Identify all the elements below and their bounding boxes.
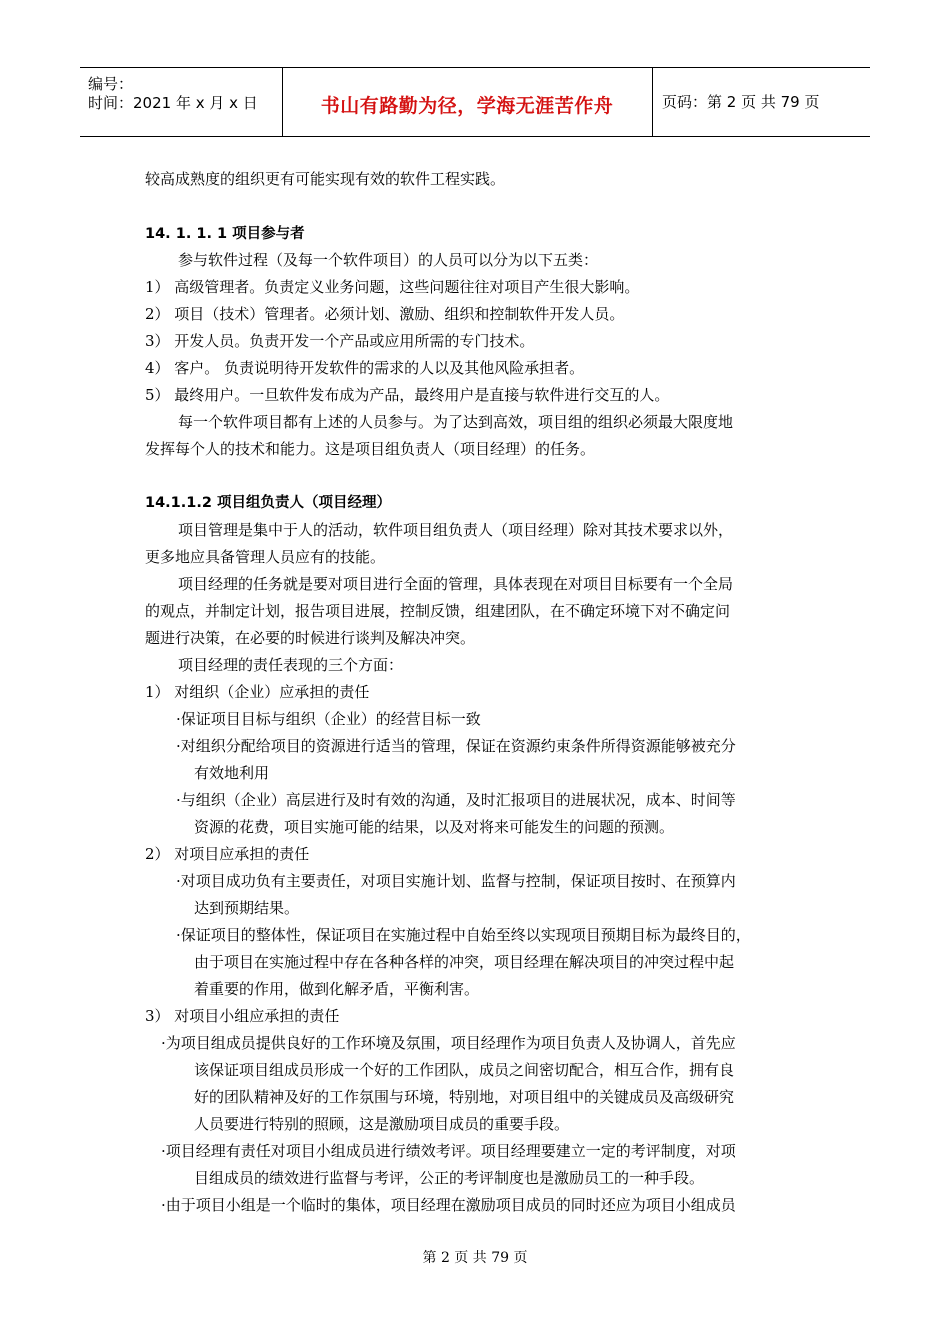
document-date: 时间：2021 年 x 月 x 日	[88, 94, 258, 112]
header-meta	[80, 68, 283, 136]
list-item: 3） 开发人员。负责开发一个产品或应用所需的专门技术。	[145, 332, 535, 350]
bullet-continuation: 由于项目在实施过程中存在各种各样的冲突，项目经理在解决项目的冲突过程中起	[194, 953, 735, 971]
paragraph-line: 更多地应具备管理人员应有的技能。	[145, 548, 386, 566]
bullet-item: ·对组织分配给项目的资源进行适当的管理，保证在资源约束条件所得资源能够被充分	[176, 737, 736, 755]
bullet-item: ·对项目成功负有主要责任，对项目实施计划、监督与控制，保证项目按时、在预算内	[176, 872, 736, 890]
bullet-continuation: 好的团队精神及好的工作氛围与环境，特别地，对项目组中的关键成员及高级研究	[194, 1088, 735, 1106]
header-page-cell	[652, 68, 870, 136]
page-footer: 第 2 页 共 79 页	[422, 1250, 528, 1266]
header-page-info: 页码：第 2 页 共 79 页	[662, 93, 820, 111]
list-item: 2） 对项目应承担的责任	[145, 845, 310, 863]
paragraph-line: 参与软件过程（及每一个软件项目）的人员可以分为以下五类：	[178, 251, 599, 269]
page-header	[80, 67, 870, 137]
bullet-item: ·项目经理有责任对项目小组成员进行绩效考评。项目经理要建立一定的考评制度，对项	[161, 1142, 736, 1160]
section-heading: 14. 1. 1. 1 项目参与者	[145, 226, 305, 242]
paragraph-line: 题进行决策，在必要的时候进行谈判及解决冲突。	[145, 629, 476, 647]
header-motto-cell	[282, 68, 653, 136]
bullet-item: ·由于项目小组是一个临时的集体，项目经理在激励项目成员的同时还应为项目小组成员	[161, 1196, 736, 1214]
list-item: 4） 客户。 负责说明待开发软件的需求的人以及其他风险承担者。	[145, 359, 585, 377]
paragraph-line: 项目经理的任务就是要对项目进行全面的管理，具体表现在对项目目标要有一个全局	[178, 575, 734, 593]
bullet-item: ·保证项目的整体性，保证项目在实施过程中自始至终以实现项目预期目标为最终目的，	[176, 926, 751, 944]
list-item: 1） 对组织（企业）应承担的责任	[145, 683, 370, 701]
bullet-continuation: 资源的花费，项目实施可能的结果，以及对将来可能发生的问题的预测。	[194, 818, 675, 836]
list-item: 2） 项目（技术）管理者。必须计划、激励、组织和控制软件开发人员。	[145, 305, 625, 323]
list-item: 1） 高级管理者。负责定义业务问题，这些问题往往对项目产生很大影响。	[145, 278, 640, 296]
bullet-item: ·为项目组成员提供良好的工作环境及氛围，项目经理作为项目负责人及协调人，首先应	[161, 1034, 736, 1052]
list-item: 3） 对项目小组应承担的责任	[145, 1007, 340, 1025]
bullet-continuation: 人员要进行特别的照顾，这是激励项目成员的重要手段。	[194, 1115, 570, 1133]
header-motto: 书山有路勤为径，学海无涯苦作舟	[320, 95, 614, 117]
paragraph-line: 的观点，并制定计划，报告项目进展，控制反馈，组建团队，在不确定环境下对不确定问	[145, 602, 731, 620]
section-heading: 14.1.1.2 项目组负责人（项目经理）	[145, 495, 392, 511]
list-item: 5） 最终用户。一旦软件发布成为产品，最终用户是直接与软件进行交互的人。	[145, 386, 670, 404]
bullet-continuation: 达到预期结果。	[194, 899, 300, 917]
paragraph-line: 发挥每个人的技术和能力。这是项目组负责人（项目经理）的任务。	[145, 440, 596, 458]
bullet-continuation: 目组成员的绩效进行监督与考评，公正的考评制度也是激励员工的一种手段。	[194, 1169, 705, 1187]
bullet-item: ·与组织（企业）高层进行及时有效的沟通，及时汇报项目的进展状况，成本、时间等	[176, 791, 736, 809]
paragraph-line: 每一个软件项目都有上述的人员参与。为了达到高效，项目组的组织必须最大限度地	[178, 413, 734, 431]
bullet-item: ·保证项目目标与组织（企业）的经营目标一致	[176, 710, 481, 728]
bullet-continuation: 有效地利用	[194, 764, 270, 782]
bullet-continuation: 该保证项目组成员形成一个好的工作团队，成员之间密切配合，相互合作，拥有良	[194, 1061, 735, 1079]
bullet-continuation: 着重要的作用，做到化解矛盾，平衡利害。	[194, 980, 480, 998]
paragraph-line: 项目管理是集中于人的活动，软件项目组负责人（项目经理）除对其技术要求以外，	[178, 521, 734, 539]
paragraph-line: 较高成熟度的组织更有可能实现有效的软件工程实践。	[145, 170, 506, 188]
paragraph-line: 项目经理的责任表现的三个方面：	[178, 656, 404, 674]
document-number: 编号：	[88, 75, 134, 93]
